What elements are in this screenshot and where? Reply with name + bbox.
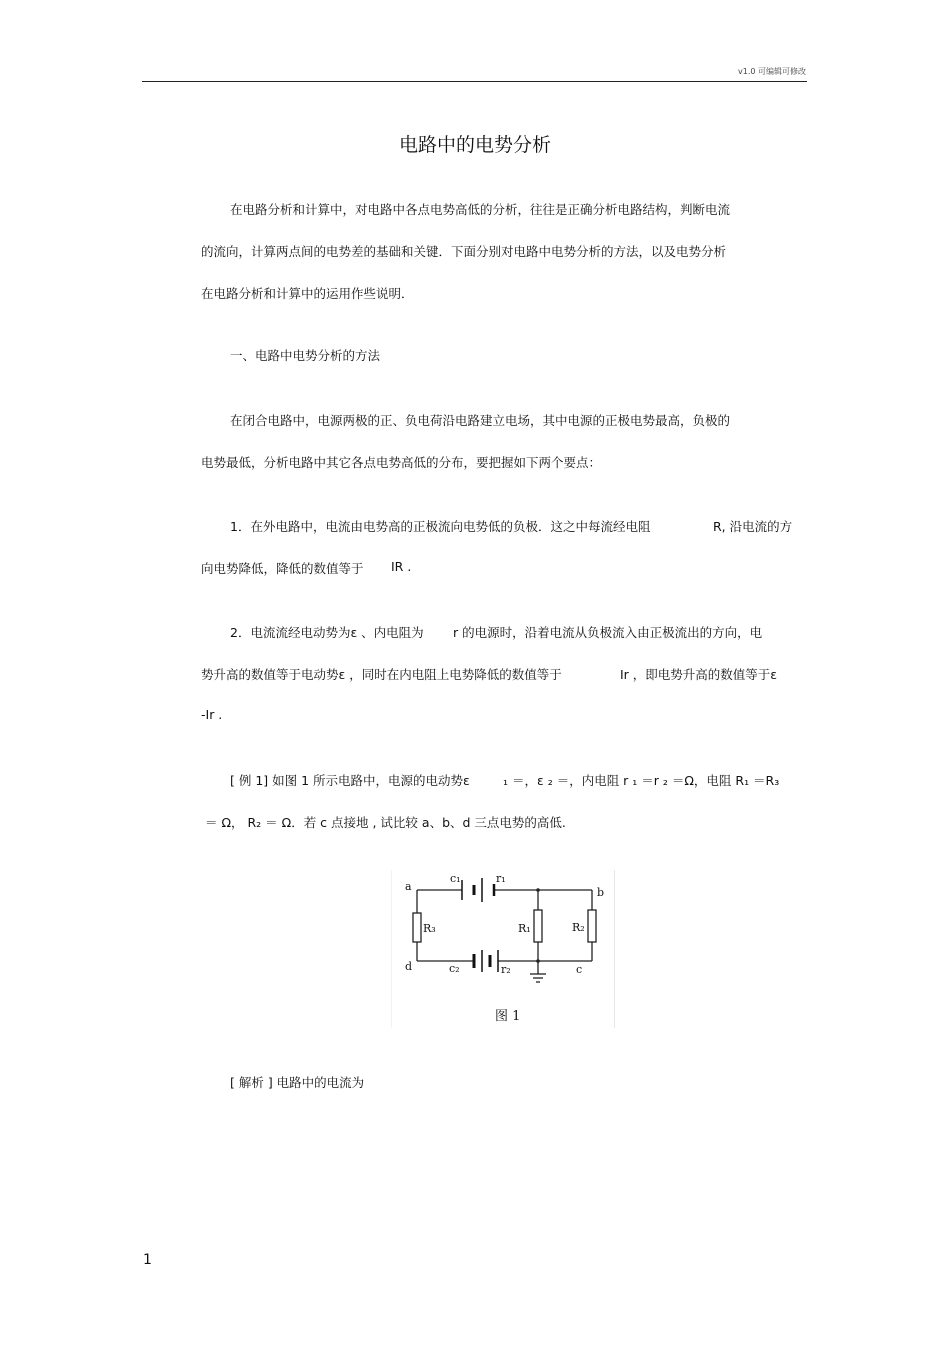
section-para-line-1: 在闭合电路中，电源两极的正、负电荷沿电路建立电场，其中电源的正极电势最高，负极的 — [230, 413, 731, 428]
label-r1: r₁ — [496, 872, 506, 885]
example1-line1-a: [ 例 1] 如图 1 所示电路中，电源的电动势ε — [230, 773, 470, 788]
point2-line2-a: 势升高的数值等于电动势ε ，同时在内电阻上电势降低的数值等于 — [201, 667, 562, 682]
label-R2: R₂ — [572, 921, 585, 934]
point1-line1-b: R, 沿电流的方 — [713, 519, 793, 534]
point1-line2-a: 向电势降低，降低的数值等于 — [201, 561, 364, 576]
intro-line-1: 在电路分析和计算中，对电路中各点电势高低的分析，往往是正确分析电路结构，判断电流 — [230, 202, 731, 217]
example1-line2: ＝ Ω， R₂ ＝ Ω．若 c 点接地 , 试比较 a、b、d 三点电势的高低. — [205, 815, 566, 830]
point2-line1-a: 2．电流流经电动势为ε 、内电阻为 — [230, 625, 424, 640]
page-number: 1 — [143, 1252, 152, 1268]
section-para-line-2: 电势最低，分析电路中其它各点电势高低的分布，要把握如下两个要点： — [201, 455, 602, 470]
label-d: d — [405, 960, 413, 973]
intro-line-3: 在电路分析和计算中的运用作些说明． — [201, 286, 414, 301]
circuit-figure — [391, 870, 615, 1028]
page-title: 电路中的电势分析 — [398, 134, 551, 156]
point2-line1-b: r 的电源时，沿着电流从负极流入由正极流出的方向，电 — [453, 625, 763, 640]
battery-1-icon — [462, 878, 494, 902]
label-R1: R₁ — [518, 922, 531, 935]
section-heading: 一、电路中电势分析的方法 — [230, 348, 381, 363]
label-a: a — [405, 880, 412, 893]
label-r2: r₂ — [501, 963, 511, 976]
point1-line2-b: IR . — [391, 559, 412, 574]
label-e2: c₂ — [449, 962, 460, 975]
junction-bottom — [536, 959, 540, 963]
junction-top — [536, 888, 540, 892]
label-c: c — [576, 963, 583, 976]
label-e1: c₁ — [450, 872, 461, 885]
resistor-r3 — [413, 913, 421, 942]
resistor-r2 — [588, 910, 596, 942]
resistor-r1 — [534, 910, 542, 942]
label-R3: R₃ — [423, 922, 436, 935]
point2-line2-b: Ir ，即电势升高的数值等于ε — [620, 667, 778, 682]
figure-caption: 图 1 — [495, 1009, 521, 1024]
battery-2-icon — [474, 950, 498, 972]
point2-line3: -Ir . — [201, 707, 223, 722]
label-b: b — [597, 886, 605, 899]
analysis-label: [ 解析 ] 电路中的电流为 — [230, 1075, 365, 1090]
example1-line1-b: ₁ ＝，ε ₂ ＝，内电阻 r ₁ ＝r ₂ ＝Ω，电阻 R₁ ＝R₃ — [503, 773, 780, 788]
intro-line-2: 的流向，计算两点间的电势差的基础和关键．下面分别对电路中电势分析的方法，以及电势分析 — [201, 244, 727, 259]
header-version-note: v1.0 可编辑可修改 — [738, 67, 806, 76]
point1-line1-a: 1．在外电路中，电流由电势高的正极流向电势低的负极．这之中每流经电阻 — [230, 519, 651, 534]
circuit-diagram — [392, 870, 614, 1028]
header-rule — [142, 81, 807, 82]
